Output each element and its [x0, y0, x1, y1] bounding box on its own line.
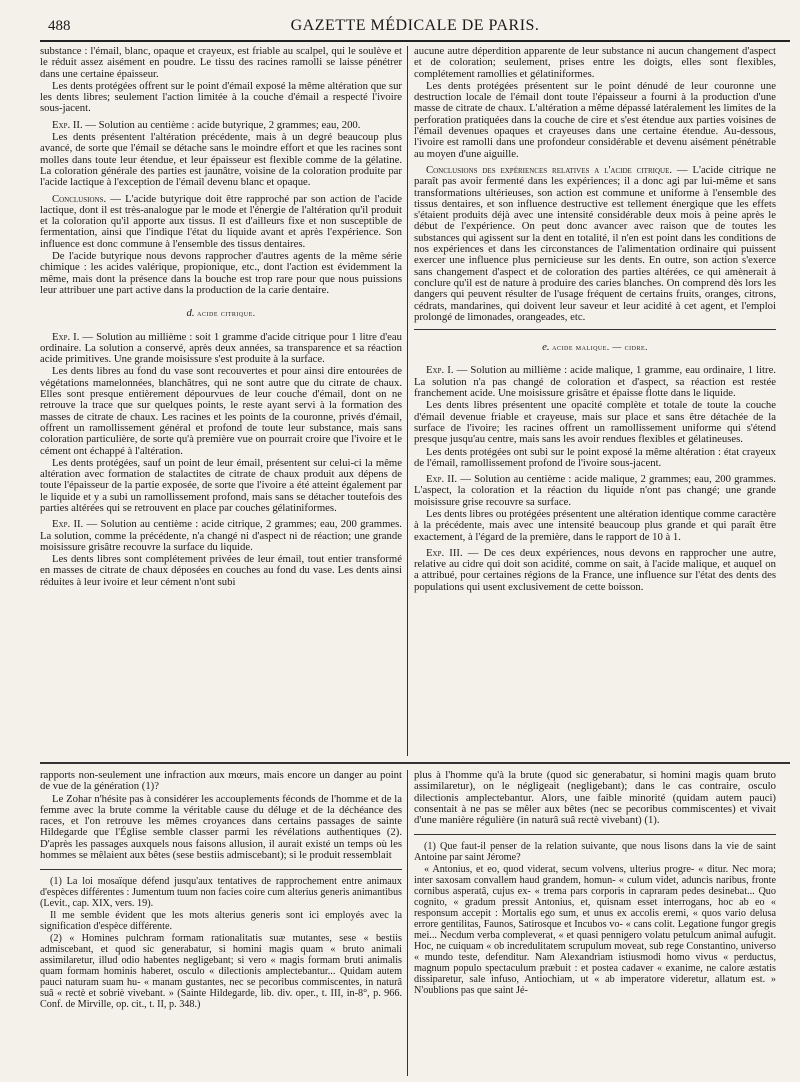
footnote: (1) Que faut-il penser de la relation suivante, que nous lisons dans la vie de saint Antoine par saint Jérome?	[414, 841, 776, 864]
feuilleton-right-column	[414, 770, 776, 1076]
paragraph: Les dents protégées offrent sur le point d'émail exposé la même altération que sur les dents libres; seulement l'action limitée à la couche d'émail a respecté l'ivoire sous-jacent.	[40, 79, 402, 115]
paragraph: Exp. I. — Solution au millième : acide malique, 1 gramme, eau ordinaire, 1 litre. La solution n'a pas changé de coloration et d'aspect, sa réaction est restée franchement acide. Une moisissure grisâtre et épaisse flotte dans le liquide.	[414, 364, 776, 400]
conclusions-label: Conclusions.	[52, 192, 107, 205]
left-column	[40, 46, 402, 756]
paragraph: Conclusions. — L'acide butyrique doit être rapproché par son action de l'acide lactique, dont il est très-analogue par le mode et l'énergie de l'altération qu'il produit et la coloration qu'il apporte aux tissus. Il est d'ailleurs fixe et non susceptible de fermentation, ainsi que l'indique l'état du liquide avant et après l'expérience. Son influence est donc commune à l'ensemble des tissus dentaires.	[40, 192, 402, 250]
footnote: « Antonius, et eo, quod viderat, secum volvens, ulterius progre- « ditur. Nec mora; inter saxosam convallem haud grandem, homun- « culum videt, aduncis naribus, fronte cornibus asperatâ, cujus ex- « trema pars corporis in capraram pedes desinebat... Quo cognito, « gradum pressit Antonius, et, quisnam esset interrogans, hoc ab eo « responsum accepit : Mortalis ego sum, et unus ex accolis eremi, « quos vario delusa errore gentilitas, Faunos, Satirosque et Incubos vo- « cans colit. Legatione fungor gregis mei... Necdum verba compleverat, « et quasi pennigero volatu petulcum animal aufugit. Hoc, ne cuiquam « ob incredulitatem scrupulum moveat, sub rege Constantino, universo « mundo teste, defenditur. Nam Alexandriam istiusmodi homo vivus « perductus, magnum populo spectaculum præbuit : et postea cadaver « exanime, ne calore æstatis dissiparetur, sale infuso, Antiochiam, ut « ab imperatore videretur, allatum est. » N'oublions pas que saint Jé-	[414, 864, 776, 997]
paragraph: Les dents libres au fond du vase sont recouvertes et pour ainsi dire entourées de végétations mamelonnées, blanchâtres, qui ne sont autre que du citrate de chaux. Elles sont presque entièrement dépourvues de leur couche d'émail, dont on ne retrouve la trace que sur quelques points, le reste ayant servi à la formation des masses de citrate de chaux. Les racines et les points de la couronne, privés d'émail, offrent un ramollissement général et profond de toute leur substance, mais sans coloration particulière, de sorte qu'à première vue on pourrait croire que l'ivoire et le cément ont échappé à l'altération.	[40, 365, 402, 457]
paragraph: Conclusions des expériences relatives a l'acide citrique. — L'acide citrique ne paraît pas avoir fermenté dans les expériences; il a donc agi par lui-même et sans transformations ultérieuses, son action est commune et uniforme à l'ensemble des tissus dentaires, et son influence destructive est tellement énergique que les effets s'étaient produits déjà avec une intensité considérable deux mois à peine après le début de l'expérience. On peut donc avancer avec raison que de toutes les substances qui agissent sur la dent en totalité, il n'en est point dans les conditions de nos expériences et dans les circonstances de l'alimentation ordinaire qui puissent exercer une influence plus pernicieuse sur les dents. En outre, son action s'exerce sans changement d'aspect et de coloration des parties altérées, ce qui amènerait à conclure qu'il est de nature à produire des caries blanches. On comprend dès lors les dangers qui peuvent résulter de l'usage fréquent de certains fruits, oranges, citrons, cédrats, mandarines, qui doivent leur saveur et leur acidité à cet agent, et l'emploi prolongé de limonades, orangeades, etc.	[414, 163, 776, 323]
footnotes	[414, 841, 776, 996]
column-divider	[407, 46, 408, 756]
feuilleton-rule	[40, 762, 790, 764]
page-header	[40, 12, 790, 42]
footnotes	[40, 876, 402, 1010]
paragraph: Les dents protégées présentent sur le point dénudé de leur couronne une destruction locale de l'émail dont toute l'épaisseur a fourni à la production d'une masse de citrate de chaux. L'altération a même dépassé latéralement les limites de la perforation pratiquées dans la couche de cire et s'est étendue aux parties voisines de l'émail devenues opaques et crayeuses dans une certaine étendue. Au-dessous, l'ivoire est ramolli dans une profondeur considérable et devenu aisément pénétrable au moyen d'une aiguille.	[414, 79, 776, 160]
footnote: (2) « Homines pulchram formam rationalitatis suæ mutantes, sese « bestiis admiscebant, et quod sic generabatur, si homini magis quam « bruto animali assimilaretur, illud odio habentes negligebant; si vero « magis formam bruti animalis quam formam hominis haberet, osculo « dilectionis amplectebantur... Quidam autem pauci naturam suam hu- « manam gustantes, nec se pecoribus commiscentes, in naturâ suâ « rectè et sobriè vivebant. » (Sainte Hildegarde, lib. div. oper., t. III, in-8°, p. 966. Conf. de Mirville, op. cit., t. II, p. 348.)	[40, 933, 402, 1011]
paragraph: substance : l'émail, blanc, opaque et crayeux, est friable au scalpel, qui le soulève et le réduit assez aisément en poudre. Le tissu des racines ramolli se laisse pénétrer dans une certaine épaisseur.	[40, 46, 402, 80]
page-number: 488	[48, 18, 71, 34]
paragraph: Les dents libres ou protégées présentent une altération identique comme caractère à la précédente, mais avec une intensité beaucoup plus grande et qui paraît être exactement, à l'égard de la première, dans le rapport de 10 à 1.	[414, 507, 776, 543]
exp-label: Exp. II.	[52, 118, 83, 131]
footnote-rule	[414, 834, 776, 835]
footnote: (1) La loi mosaïque défend jusqu'aux tentatives de rapprochement entre animaux d'espèces différentes : Jumentum tuum non facies coire cum alterius generis animantibus (Levit., cap. XIX, vers. 19).	[40, 876, 402, 910]
paragraph: De l'acide butyrique nous devons rapprocher d'autres agents de la même série chimique : les acides valérique, propionique, etc., dont l'action est évidemment la même, mais dont la présence dans la bouche est trop rare pour que nous puissions leur attribuer une part active dans la production de la carie dentaire.	[40, 250, 402, 296]
exp-label: Exp. I.	[52, 330, 80, 343]
feuilleton-left-column	[40, 770, 402, 1076]
paragraph: Les dents protégées ont subi sur le point exposé la même altération : état crayeux de l'émail, ramollissement profond de l'ivoire sous-jacent.	[414, 445, 776, 469]
section-rule	[414, 329, 776, 330]
paragraph: Les dents protégées, sauf un point de leur émail, présentent sur celui-ci la même altération avec formation de stalactites de citrate de chaux produit aux dépens de toute l'épaisseur de la partie exposée, de sorte que l'ivoire a été atteint également par le liquide et y a subi un ramollissement profond, mais sans se détacher toutefois des parties altérées qui se retrouvent en place par couches gélatiniformes.	[40, 456, 402, 514]
journal-title: GAZETTE MÉDICALE DE PARIS.	[290, 17, 540, 34]
column-divider	[407, 770, 408, 1076]
exp-label: Exp. II.	[426, 473, 458, 486]
paragraph: Exp. III. — De ces deux expériences, nous devons en rapprocher une autre, relative au cidre qui doit son acidité, comme on sait, à l'acide malique, et auquel on a attribué, pour certaines régions de la France, une influence sur l'état des dents des populations qui usent exclusivement de cette boisson.	[414, 546, 776, 593]
section-title: e. acide malique. — cidre.	[542, 341, 648, 354]
right-column	[414, 46, 776, 756]
paragraph: Exp. II. — Solution au centième : acide butyrique, 2 grammes; eau, 200.	[52, 118, 361, 131]
paragraph: Exp. II. — Solution au centième : acide malique, 2 grammes; eau, 200 grammes. L'aspect, la coloration et la réaction du liquide n'ont pas changé; une grande moisissure grise recouvre sa surface.	[414, 473, 776, 508]
paragraph: rapports non-seulement une infraction aux mœurs, mais encore un danger au point de vue de la génération (1)?	[40, 770, 402, 793]
paragraph: Les dents présentent l'altération précédente, mais à un degré beaucoup plus avancé, de sorte que l'émail se détache sans le moindre effort et que les racines sont molles dans toute leur étendue, et leur épaisseur est flexible comme de la gélatine. La coloration générale des parties est jaunâtre, voisine de la coloration produite par l'acide lactique à l'exception de l'émail devenu blanc et opaque.	[40, 131, 402, 189]
paragraph: Les dents libres présentent une opacité complète et totale de toute la couche d'émail devenue friable et crayeuse, mais sur place et sans être détachée de la surface de l'ivoire; les racines offrent un ramollissement uniforme qui s'étend presque jusqu'au centre, mais sans les avoir rendues flexibles et gélatineuses.	[414, 399, 776, 446]
paragraph: Les dents libres sont complétement privées de leur émail, tout entier transformé en masses de citrate de chaux déposées en couches au fond du vase. Les dents ainsi réduites à leur ivoire et leur cément n'ont subi	[40, 553, 402, 588]
exp-label: Exp. I.	[426, 364, 454, 377]
footnote: Il me semble évident que les mots alterius generis sont ici employés avec la signification d'espèce différente.	[40, 910, 402, 933]
section-title: d. acide citrique.	[186, 307, 256, 320]
paragraph: aucune autre déperdition apparente de leur substance ni aucun changement d'aspect et de coloration; seulement, prises entre les doigts, elles sont flexibles, complétement ramollies et gélatiniformes.	[414, 46, 776, 80]
footnote-rule	[40, 869, 402, 870]
paragraph: Exp. I. — Solution au millième : soit 1 gramme d'acide citrique pour 1 litre d'eau ordinaire. La solution a conservé, après deux années, sa transparence et sa réaction acide primitives. Une grande moisissure s'est produite à la surface.	[40, 330, 402, 366]
exp-label: Exp. III.	[426, 546, 463, 559]
paragraph: Exp. II. — Solution au centième : acide citrique, 2 grammes; eau, 200 grammes. La solution, comme la précédente, n'a changé ni d'aspect ni de réaction; une grande moisissure grisâtre recouvre la surface du liquide.	[40, 518, 402, 553]
conclusions-label: Conclusions des expériences relatives a l'acide citrique.	[426, 163, 673, 176]
paragraph: Le Zohar n'hésite pas à considérer les accouplements féconds de l'homme et de la femme avec la brute comme la véritable cause du déluge et de la déchéance des races, et l'on retrouve les mêmes croyances dans certains passages de sainte Hildegarde que l'Église semble classer parmi les révélations authentiques (2). D'après les passages auxquels nous faisons allusion, il aurait existé un temps où les hommes se mêlaient aux bêtes (sese bestiis admiscebant); si le produit ressemblait	[40, 792, 402, 862]
exp-label: Exp. II.	[52, 518, 84, 531]
paragraph: plus à l'homme qu'à la brute (quod sic generabatur, si homini magis quam bruto assimilaretur), on le négligeait (negligebant); dans le cas contraire, osculo dilectionis amplectebantur. Alors, une faible minorité (quidam autem pauci) consentait à ne pas se mêler aux bêtes (nec se pecoribus commiscentes) et vivait d'une manière régulière (in naturâ suâ rectè vivebant) (1).	[414, 770, 776, 827]
